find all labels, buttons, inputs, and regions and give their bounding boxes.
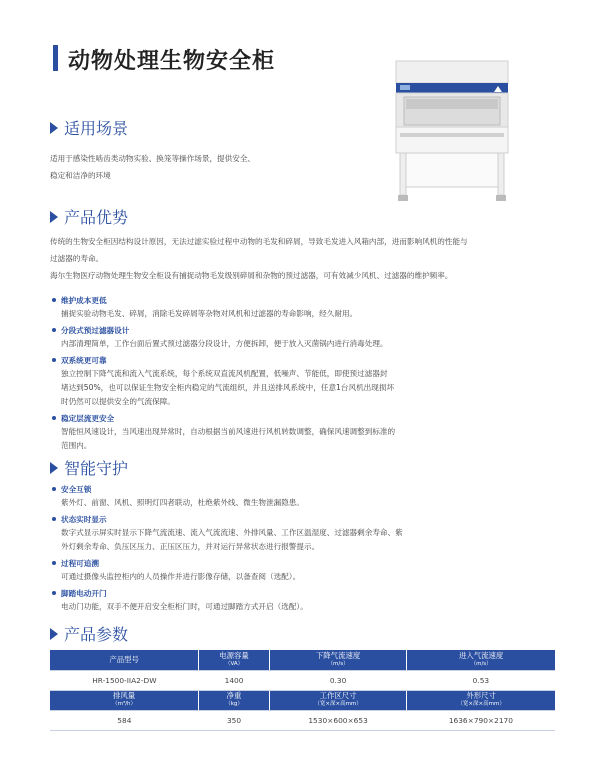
table-header-cell: 外形尺寸 （宽×深×高mm）: [407, 690, 555, 710]
table-cell: 350: [199, 710, 270, 730]
bullet-dot-icon: [52, 328, 56, 332]
advantages-intro: 传统的生物安全柜因结构设计原因，无法过滤实验过程中动物的毛发和碎屑，导致毛发进入风箱内部，进而影响风机的性能与 过滤器的寿命。 海尔生物医疗动物处理生物安全柜设有捕捉动物毛发级别碎屑和杂物的预过滤器，可有效减少风机、过滤器的维护频率。: [50, 237, 468, 280]
table-cell: 0.53: [407, 670, 555, 690]
list-item: 双系统更可靠 独立控制下降气流和流入气流系统，每个系统双直流风机配置，低噪声、节能低，即使预过滤器封 堵达到50%，也可以保证生物安全柜内稳定的气流组织，并且送排风系统中，任意1台风机出现损坏 时仍然可以提供安全的气流保障。: [52, 353, 572, 409]
table-header-cell: 进入气流速度 （m/s）: [407, 650, 555, 670]
bullet-dot-icon: [52, 517, 56, 521]
advantages-list: [52, 293, 572, 455]
table-row: [50, 710, 555, 730]
list-item: 过程可追溯 可通过摄像头监控柜内的人员操作并进行影像存储，以备查阅（选配）。: [52, 556, 572, 584]
bullet-dot-icon: [52, 487, 56, 491]
bullet-dot-icon: [52, 298, 56, 302]
bullet-dot-icon: [52, 591, 56, 595]
table-header-cell: 排风量 （m³/h）: [50, 690, 199, 710]
triangle-icon: [50, 211, 58, 223]
smart-list: [52, 482, 572, 616]
table-header-row: [50, 690, 555, 710]
section-heading-scenario: 适用场景: [50, 116, 128, 139]
section-heading-advantages: 产品优势: [50, 205, 128, 228]
section-heading-smart: 智能守护: [50, 456, 128, 479]
table-cell: 1530×600×653: [269, 710, 406, 730]
table-header-cell: 产品型号: [50, 650, 199, 670]
list-item: 维护成本更低 捕捉实验动物毛发、碎屑，消除毛发碎屑等杂物对风机和过滤器的寿命影响，经久耐用。: [52, 293, 572, 321]
table-header-cell: 工作区尺寸 （宽×深×高mm）: [269, 690, 406, 710]
page-title: 动物处理生物安全柜: [68, 49, 276, 74]
section-heading-params: 产品参数: [50, 622, 128, 645]
table-header-cell: 下降气流速度 （m/s）: [269, 650, 406, 670]
table-cell: 584: [50, 710, 199, 730]
table-row: [50, 670, 555, 690]
list-item: 安全互锁 紫外灯、前窗、风机、照明灯四者联动，杜绝紫外线、微生物泄漏隐患。: [52, 482, 572, 510]
scenario-text: 适用于感染性啮齿类动物实验、换笼等操作场景，提供安全、 稳定和洁净的环境: [50, 154, 256, 180]
bullet-dot-icon: [52, 416, 56, 420]
list-item: 稳定层流更安全 智能恒风速设计，当风速出现异常时，自动根据当前风速进行风机转数调整，确保风速调整到标准的 范围内。: [52, 411, 572, 453]
bullet-dot-icon: [52, 561, 56, 565]
title-accent-bar: [53, 45, 58, 71]
triangle-icon: [50, 462, 58, 474]
biosafety-cabinet-illustration: [386, 57, 518, 211]
triangle-icon: [50, 628, 58, 640]
table-header-cell: 电源容量 （VA）: [199, 650, 270, 670]
params-table: [50, 650, 555, 731]
list-item: 分段式预过滤器设计 内部清理简单，工作台面后置式预过滤器分段设计，方便拆卸，便于放入灭菌锅内进行消毒处理。: [52, 323, 572, 351]
bullet-dot-icon: [52, 358, 56, 362]
table-cell: 1400: [199, 670, 270, 690]
table-cell: 1636×790×2170: [407, 710, 555, 730]
table-cell: HR-1500-IIA2-DW: [50, 670, 199, 690]
list-item: 状态实时显示 数字式显示屏实时显示下降气流流速、流入气流流速、外排风量、工作区温湿度、过滤器剩余寿命、紫 外灯剩余寿命、负压区压力、正压区压力，并对运行异常状态进行报警提示。: [52, 512, 572, 554]
list-item: 脚踏电动开门 电动门功能，双手不便开启安全柜柜门时，可通过脚踏方式开启（选配）。: [52, 586, 572, 614]
table-cell: 0.30: [269, 670, 406, 690]
table-header-cell: 净重 （kg）: [199, 690, 270, 710]
triangle-icon: [50, 122, 58, 134]
table-header-row: [50, 650, 555, 670]
